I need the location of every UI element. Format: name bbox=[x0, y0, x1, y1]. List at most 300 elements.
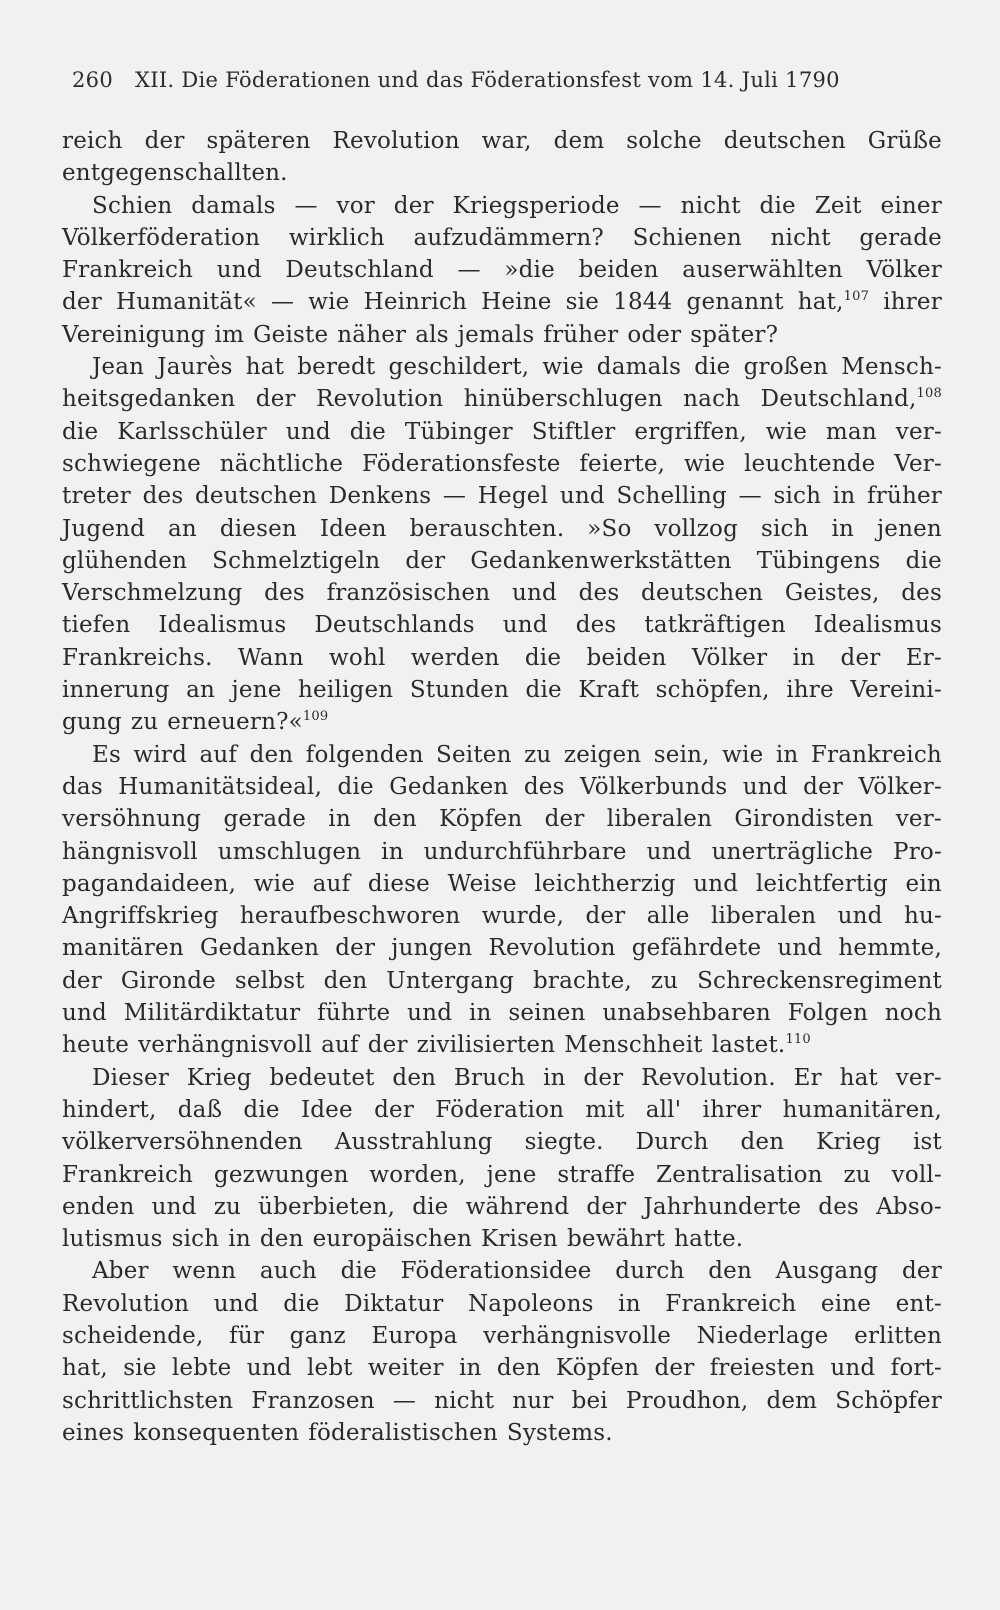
word: Völker- bbox=[858, 773, 942, 800]
running-title: XII. Die Föderationen und das Föderationsfest vom 14. Juli 1790 bbox=[134, 68, 840, 92]
word: Dieser bbox=[92, 1064, 170, 1091]
word: auf bbox=[321, 1032, 359, 1059]
word: in bbox=[618, 1290, 641, 1317]
word: unerträgliche bbox=[711, 838, 874, 865]
word: bedeutet bbox=[269, 1064, 375, 1091]
word: Jahrhunderte bbox=[643, 1193, 802, 1220]
word: fort- bbox=[890, 1355, 942, 1382]
word: zu bbox=[650, 967, 679, 994]
text-line bbox=[62, 1385, 942, 1417]
word: scheidende, bbox=[62, 1322, 204, 1349]
word: lastet.$^{110}$ bbox=[711, 1032, 811, 1059]
word: Schienen bbox=[632, 224, 742, 251]
text-line bbox=[62, 932, 942, 964]
word: — bbox=[638, 192, 662, 219]
word: sie bbox=[565, 289, 600, 316]
body-text bbox=[62, 125, 942, 1449]
word: entgegenschallten. bbox=[62, 160, 288, 187]
text-line bbox=[62, 997, 942, 1029]
word: Heine bbox=[481, 289, 552, 316]
word: Revolution bbox=[332, 128, 460, 154]
word: Deutschlands bbox=[314, 612, 475, 639]
word: in bbox=[228, 1226, 251, 1253]
word: Frankreich bbox=[62, 257, 194, 284]
word: solche bbox=[626, 128, 702, 154]
word: Revolution bbox=[488, 935, 616, 962]
word: Föderationsfeste bbox=[361, 450, 561, 477]
word: Gedanken bbox=[389, 773, 509, 800]
word: großen bbox=[743, 354, 829, 381]
text-line bbox=[62, 190, 942, 222]
word: und bbox=[830, 1355, 876, 1382]
word: — bbox=[270, 289, 295, 316]
word: innerung bbox=[62, 677, 170, 704]
word: »die bbox=[504, 257, 555, 284]
word: im bbox=[214, 321, 245, 348]
word: wohl bbox=[329, 644, 386, 671]
word: Europa bbox=[371, 1322, 458, 1349]
text-line bbox=[62, 125, 942, 157]
word: Er- bbox=[905, 644, 942, 671]
text-line bbox=[62, 803, 942, 835]
word: Schreckensregiment bbox=[697, 967, 942, 994]
word: versöhnung bbox=[62, 806, 202, 833]
word: Verschmelzung bbox=[62, 580, 243, 607]
word: Schelling bbox=[616, 483, 727, 510]
word: der bbox=[586, 1193, 627, 1220]
word: der bbox=[901, 1258, 942, 1285]
word: Revolution bbox=[62, 1290, 190, 1317]
word: näher bbox=[337, 321, 407, 348]
word: jene bbox=[486, 1161, 537, 1188]
word: Tübinger bbox=[404, 418, 513, 445]
word: wenn bbox=[172, 1258, 237, 1285]
word: heute bbox=[62, 1032, 130, 1059]
word: ihrer bbox=[702, 1096, 762, 1123]
word: der bbox=[335, 935, 376, 962]
word: früher bbox=[867, 483, 942, 510]
word: Humanität« bbox=[116, 289, 257, 316]
word: Menschheit bbox=[564, 1032, 703, 1059]
text-line bbox=[62, 1062, 942, 1094]
word: damals bbox=[191, 192, 276, 219]
word: hu- bbox=[903, 903, 942, 930]
word: ein bbox=[905, 870, 942, 897]
word: wie bbox=[542, 354, 584, 381]
word: beiden bbox=[586, 644, 667, 671]
word: man bbox=[825, 418, 877, 445]
word: treter bbox=[62, 483, 131, 510]
word: liberalen bbox=[710, 903, 817, 930]
word: Völker bbox=[691, 644, 768, 671]
text-line bbox=[62, 222, 942, 254]
text-line bbox=[62, 1352, 942, 1384]
word: in bbox=[381, 838, 404, 865]
word: heiligen bbox=[298, 677, 394, 704]
word: die bbox=[337, 773, 374, 800]
word: noch bbox=[884, 1000, 942, 1027]
word: eines bbox=[62, 1419, 125, 1446]
word: genannt bbox=[686, 289, 784, 316]
word: gerade bbox=[859, 224, 942, 251]
word: Jean bbox=[92, 354, 145, 381]
word: und bbox=[216, 257, 262, 284]
word: Karlsschüler bbox=[117, 418, 267, 445]
word: Niederlage bbox=[696, 1322, 829, 1349]
word: in bbox=[831, 515, 855, 542]
word: Revolution. bbox=[641, 1064, 776, 1091]
word: zu bbox=[524, 741, 552, 768]
word: alle bbox=[646, 903, 690, 930]
word: und bbox=[777, 935, 823, 962]
word: in bbox=[543, 1064, 566, 1091]
text-line bbox=[62, 739, 942, 771]
word: Geistes, bbox=[784, 580, 880, 607]
word: und bbox=[213, 1290, 259, 1317]
word: wie bbox=[253, 870, 296, 897]
word: den bbox=[392, 1064, 437, 1091]
word: Folgen bbox=[787, 1000, 868, 1027]
word: Köpfen bbox=[555, 1355, 640, 1382]
word: liberalen bbox=[606, 806, 713, 833]
word: Schmelztigeln bbox=[212, 547, 381, 574]
word: Ver- bbox=[894, 450, 942, 477]
word: sich bbox=[171, 1226, 220, 1253]
word: nur bbox=[512, 1387, 554, 1414]
word: umschlugen bbox=[217, 838, 362, 865]
word: Kraft bbox=[578, 677, 640, 704]
text-line bbox=[62, 416, 942, 448]
word: zivilisierten bbox=[416, 1032, 556, 1059]
word: wie bbox=[308, 289, 350, 316]
word: für bbox=[229, 1322, 265, 1349]
word: den bbox=[740, 1129, 785, 1156]
word: den bbox=[249, 741, 294, 768]
word: Kriegsperiode bbox=[452, 192, 620, 219]
word: selbst bbox=[234, 967, 305, 994]
word: die bbox=[283, 1290, 320, 1317]
word: dem bbox=[553, 128, 605, 154]
word: nächtliche bbox=[219, 450, 344, 477]
word: Völkerbunds bbox=[580, 773, 728, 800]
footnote-marker: 109 bbox=[302, 709, 329, 725]
word: folgenden bbox=[305, 741, 424, 768]
word: föderalistischen bbox=[308, 1419, 498, 1446]
word: Es bbox=[92, 741, 121, 768]
word: auch bbox=[259, 1258, 317, 1285]
word: brachte, bbox=[533, 967, 632, 994]
word: undurchführbare bbox=[423, 838, 627, 865]
word: feierte, bbox=[579, 450, 666, 477]
word: gerade bbox=[223, 806, 307, 833]
word: zu bbox=[213, 1193, 242, 1220]
text-line bbox=[62, 448, 942, 480]
word: Abso- bbox=[876, 1193, 942, 1220]
word: ver- bbox=[895, 806, 942, 833]
word: Untergang bbox=[386, 967, 515, 994]
word: beredt bbox=[297, 354, 376, 381]
word: und bbox=[511, 580, 557, 607]
word: Pro- bbox=[893, 838, 942, 865]
word: die bbox=[525, 677, 562, 704]
word: der bbox=[255, 386, 296, 413]
word: Idealismus bbox=[813, 612, 942, 639]
word: der bbox=[544, 806, 585, 833]
word: hat bbox=[245, 354, 285, 381]
word: ganz bbox=[289, 1322, 346, 1349]
word: lutismus bbox=[62, 1226, 163, 1253]
word: die bbox=[694, 354, 731, 381]
word: nicht bbox=[680, 192, 741, 219]
word: die bbox=[524, 644, 562, 671]
footnote-marker: 108 bbox=[916, 386, 942, 402]
word: Stunden bbox=[409, 677, 510, 704]
word: hängnisvoll bbox=[62, 838, 198, 865]
word: der bbox=[405, 547, 446, 574]
word: freiesten bbox=[709, 1355, 816, 1382]
word: Wann bbox=[237, 644, 304, 671]
text-line bbox=[62, 286, 942, 318]
word: nicht bbox=[770, 224, 831, 251]
word: Weise bbox=[447, 870, 517, 897]
word: hat bbox=[839, 1064, 878, 1091]
word: Schien bbox=[92, 192, 173, 219]
word: Denkens bbox=[328, 483, 432, 510]
word: des bbox=[264, 580, 305, 607]
text-line bbox=[62, 254, 942, 286]
word: schrittlichsten bbox=[62, 1387, 234, 1414]
word: nach bbox=[683, 386, 741, 413]
word: Vereinigung bbox=[62, 321, 206, 348]
word: Zeit bbox=[814, 192, 862, 219]
word: Ausstrahlung bbox=[334, 1129, 493, 1156]
word: europäischen bbox=[312, 1226, 472, 1253]
word: des bbox=[523, 773, 565, 800]
word: Frankreich bbox=[665, 1290, 797, 1317]
word: ergriffen, bbox=[634, 418, 747, 445]
word: worden, bbox=[369, 1161, 466, 1188]
word: geschildert, bbox=[388, 354, 530, 381]
word: — bbox=[294, 192, 318, 219]
word: Völker bbox=[866, 257, 942, 284]
word: Geiste bbox=[253, 321, 329, 348]
word: durch bbox=[615, 1258, 685, 1285]
word: und bbox=[837, 903, 883, 930]
word: diesen bbox=[219, 515, 297, 542]
word: Jaurès bbox=[157, 354, 233, 381]
word: Frankreich bbox=[810, 741, 942, 768]
footnote-marker: 107 bbox=[843, 289, 870, 305]
word: Jugend bbox=[62, 515, 146, 542]
word: deutschen bbox=[641, 580, 764, 607]
word: führte bbox=[317, 1000, 391, 1027]
word: damals bbox=[596, 354, 682, 381]
word: Föderation bbox=[435, 1096, 565, 1123]
word: und bbox=[742, 773, 788, 800]
word: die bbox=[412, 1193, 449, 1220]
word: wie bbox=[683, 450, 726, 477]
word: der bbox=[374, 1096, 415, 1123]
word: nicht bbox=[434, 1387, 495, 1414]
word: Diktatur bbox=[344, 1290, 444, 1317]
word: Durch bbox=[635, 1129, 709, 1156]
word: der bbox=[803, 773, 844, 800]
word: eine bbox=[820, 1290, 872, 1317]
word: der bbox=[585, 903, 626, 930]
word: diese bbox=[367, 870, 430, 897]
word: Krisen bbox=[480, 1226, 558, 1253]
text-line bbox=[62, 674, 942, 706]
word: Frankreich bbox=[62, 1161, 194, 1188]
text-line bbox=[62, 351, 942, 383]
word: verhängnisvolle bbox=[483, 1322, 672, 1349]
word: ihre bbox=[786, 677, 834, 704]
word: gefährdete bbox=[631, 935, 762, 962]
word: in bbox=[328, 806, 351, 833]
word: ihrer bbox=[883, 289, 942, 316]
word: Revolution bbox=[316, 386, 444, 413]
word: heitsgedanken bbox=[62, 386, 236, 413]
word: humanitären, bbox=[782, 1096, 942, 1123]
word: Bruch bbox=[453, 1064, 526, 1091]
word: heraufbeschworen bbox=[239, 903, 461, 930]
word: konsequenten bbox=[133, 1419, 300, 1446]
word: 1844 bbox=[613, 289, 673, 316]
word: erneuern?«$^{109}$ bbox=[167, 709, 329, 736]
word: in bbox=[775, 741, 799, 768]
word: unabsehbaren bbox=[602, 1000, 771, 1027]
word: wirklich bbox=[288, 224, 385, 251]
word: tiefen bbox=[62, 612, 131, 639]
word: bei bbox=[571, 1387, 608, 1414]
word: deutschen bbox=[195, 483, 318, 510]
word: zu bbox=[130, 709, 159, 736]
text-line bbox=[62, 1255, 942, 1287]
text-line bbox=[62, 965, 942, 997]
word: pagandaideen, bbox=[62, 870, 237, 897]
word: und bbox=[502, 612, 548, 639]
word: in bbox=[468, 1000, 492, 1027]
word: des bbox=[901, 580, 942, 607]
text-line bbox=[62, 706, 942, 738]
word: siegte. bbox=[524, 1129, 604, 1156]
text-line bbox=[62, 319, 942, 351]
word: und bbox=[693, 870, 739, 897]
word: während bbox=[465, 1193, 570, 1220]
word: Idealismus bbox=[158, 612, 287, 639]
word: die bbox=[759, 192, 796, 219]
word: den bbox=[259, 1226, 304, 1253]
word: Völkerföderation bbox=[62, 224, 261, 251]
word: der bbox=[840, 644, 881, 671]
text-line bbox=[62, 1288, 942, 1320]
text-line bbox=[62, 577, 942, 609]
word: Deutschland,$^{108}$ bbox=[760, 386, 942, 413]
word: Föderationsidee bbox=[400, 1258, 592, 1285]
word: in bbox=[832, 483, 856, 510]
word: als bbox=[415, 321, 449, 348]
running-header bbox=[72, 68, 840, 92]
word: jene bbox=[231, 677, 282, 704]
word: wird bbox=[133, 741, 188, 768]
word: daß bbox=[177, 1096, 223, 1123]
word: auf bbox=[312, 870, 351, 897]
text-line bbox=[62, 157, 942, 189]
word: hat,$^{107}$ bbox=[797, 289, 870, 316]
text-line bbox=[62, 836, 942, 868]
word: hatte. bbox=[674, 1226, 744, 1253]
word: den bbox=[496, 1355, 541, 1382]
word: wie bbox=[765, 418, 808, 445]
word: Tübingens bbox=[756, 547, 881, 574]
word: sie bbox=[123, 1355, 157, 1382]
word: mit bbox=[585, 1096, 625, 1123]
word: reich bbox=[62, 128, 123, 154]
word: späteren bbox=[206, 128, 311, 154]
word: jungen bbox=[391, 935, 473, 962]
word: sein, bbox=[653, 741, 710, 768]
word: der bbox=[62, 289, 102, 316]
word: und bbox=[285, 418, 331, 445]
word: und bbox=[407, 1000, 453, 1027]
word: verhängnisvoll bbox=[138, 1032, 313, 1059]
word: Girondisten bbox=[734, 806, 874, 833]
text-line bbox=[62, 868, 942, 900]
word: in bbox=[792, 644, 816, 671]
word: und bbox=[62, 1000, 107, 1027]
footnote-marker: 110 bbox=[785, 1032, 811, 1048]
page-number: 260 bbox=[72, 68, 113, 92]
word: werden bbox=[410, 644, 500, 671]
word: weiter bbox=[367, 1355, 444, 1382]
word: Hegel bbox=[477, 483, 549, 510]
word: das bbox=[62, 773, 103, 800]
word: und bbox=[151, 1193, 197, 1220]
word: hinüberschlugen bbox=[463, 386, 663, 413]
word: des bbox=[818, 1193, 860, 1220]
word: Ideen bbox=[319, 515, 387, 542]
word: Humanitätsideal, bbox=[118, 773, 323, 800]
word: früher bbox=[543, 321, 619, 348]
word: gung bbox=[62, 709, 122, 736]
text-line bbox=[62, 1417, 942, 1449]
word: lebte bbox=[171, 1355, 232, 1382]
word: glühenden bbox=[62, 547, 188, 574]
word: überbieten, bbox=[258, 1193, 396, 1220]
word: — bbox=[457, 257, 481, 284]
word: Aber bbox=[92, 1258, 149, 1285]
word: des bbox=[142, 483, 184, 510]
word: Napoleons bbox=[467, 1290, 594, 1317]
word: der bbox=[62, 967, 102, 994]
word: später? bbox=[690, 321, 779, 348]
word: jemals bbox=[457, 321, 535, 348]
word: hindert, bbox=[62, 1096, 157, 1123]
word: voll- bbox=[891, 1161, 942, 1188]
text-line bbox=[62, 1094, 942, 1126]
word: war, bbox=[481, 128, 532, 154]
word: den bbox=[323, 967, 368, 994]
word: erlitten bbox=[854, 1322, 942, 1349]
word: tatkräftigen bbox=[644, 612, 786, 639]
word: gezwungen bbox=[213, 1161, 349, 1188]
word: wurde, bbox=[481, 903, 565, 930]
word: und bbox=[559, 483, 605, 510]
word: die bbox=[349, 418, 386, 445]
word: zeigen bbox=[563, 741, 642, 768]
word: — bbox=[392, 1387, 417, 1414]
word: leichtfertig bbox=[755, 870, 888, 897]
